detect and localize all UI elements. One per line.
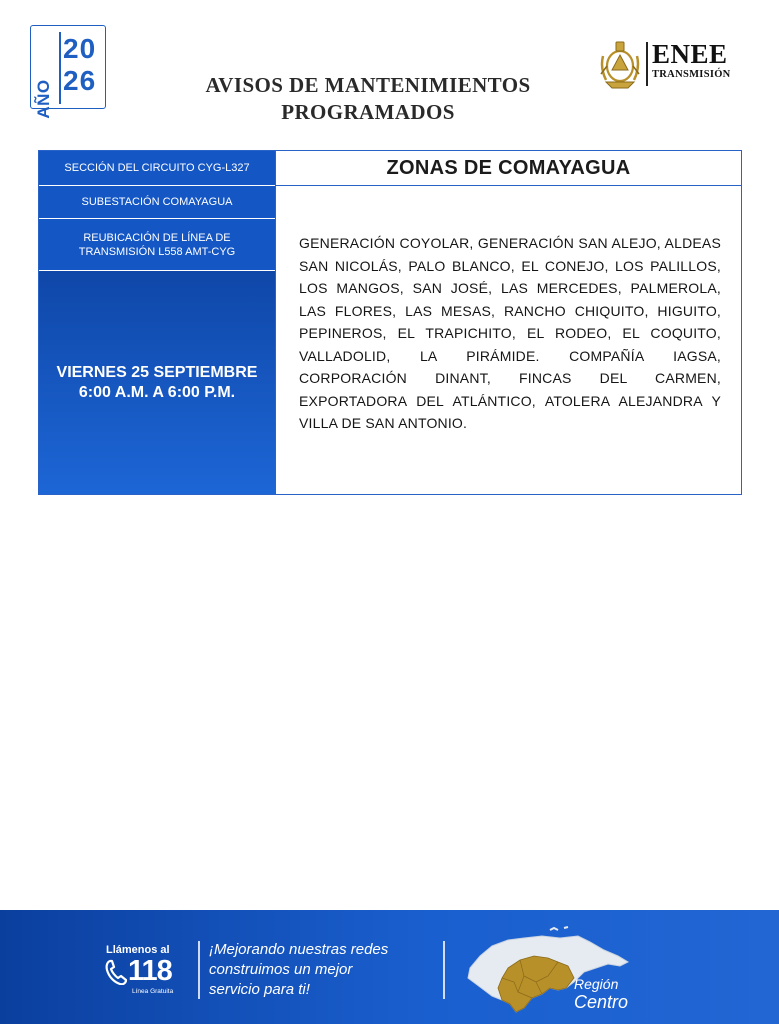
page-title bbox=[150, 72, 586, 126]
year-badge-divider bbox=[59, 32, 61, 104]
slogan-line1: ¡Mejorando nuestras redes bbox=[209, 941, 389, 958]
logo-brand: ENEE bbox=[652, 39, 728, 69]
zones-title: ZONAS DE COMAYAGUA bbox=[275, 151, 741, 186]
zones-list: GENERACIÓN COYOLAR, GENERACIÓN SAN ALEJO, ALDEAS SAN NICOLÁS, PALO BLANCO, EL CONEJO, LOS PALILLOS, LOS MANGOS, SAN JOSÉ, LAS MERCEDES, PALMEROLA, LAS FLORES, LAS MESAS, RANCHO CHIQUITO, HIGUITO, PEPINEROS, EL TRAPICHITO, EL RODEO, EL COQUITO, VALLADOLID, LA PIRÁMIDE. COMPAÑÍA IAGSA, CORPORACIÓN DINANT, FINCAS DEL CARMEN, EXPORTADORA DEL ATLÁNTICO, ATOLERA ALEJANDRA Y VILLA DE SAN ANTONIO. bbox=[299, 235, 721, 431]
maintenance-table bbox=[38, 150, 742, 495]
slogan-line2: construimos un mejor bbox=[209, 961, 353, 978]
footer-divider-right bbox=[443, 941, 445, 999]
honduras-coat-of-arms-icon bbox=[598, 36, 642, 90]
page-title-line1: AVISOS DE MANTENIMIENTOS bbox=[205, 73, 531, 97]
schedule bbox=[39, 271, 275, 494]
logo-subtitle: TRANSMISIÓN bbox=[652, 69, 731, 80]
footer-slogan bbox=[209, 940, 449, 1000]
logo-divider bbox=[646, 42, 648, 86]
work-description-line2: TRANSMISIÓN L558 AMT-CYG bbox=[78, 245, 236, 258]
footer-divider-left bbox=[198, 941, 200, 999]
work-description bbox=[39, 219, 275, 271]
footer-banner bbox=[0, 910, 779, 1024]
region-line1: Región bbox=[574, 976, 619, 992]
hotline-bottom: Línea Gratuita bbox=[132, 988, 174, 995]
year-badge-label: AÑO bbox=[34, 79, 53, 119]
slogan-line3: servicio para ti! bbox=[209, 981, 310, 998]
zones-body bbox=[275, 186, 741, 494]
info-column bbox=[39, 151, 275, 494]
region-label bbox=[574, 976, 628, 1012]
schedule-time: 6:00 A.M. A 6:00 P.M. bbox=[78, 383, 236, 401]
year-badge-bottom: 26 bbox=[63, 65, 97, 96]
enee-logo bbox=[598, 36, 758, 92]
schedule-date: VIERNES 25 SEPTIEMBRE bbox=[56, 363, 258, 381]
hotline bbox=[104, 944, 186, 994]
year-badge bbox=[30, 25, 106, 119]
region-line2: Centro bbox=[574, 992, 629, 1012]
phone-icon bbox=[104, 959, 128, 985]
year-badge-top: 20 bbox=[63, 33, 97, 64]
hotline-number: 118 bbox=[128, 955, 172, 987]
substation: SUBESTACIÓN COMAYAGUA bbox=[39, 186, 275, 219]
hotline-top: Llámenos al bbox=[106, 944, 170, 956]
circuit-section: SECCIÓN DEL CIRCUITO CYG-L327 bbox=[39, 151, 275, 186]
page-title-line2: PROGRAMADOS bbox=[281, 100, 455, 124]
work-description-line1: REUBICACIÓN DE LÍNEA DE bbox=[83, 231, 231, 244]
